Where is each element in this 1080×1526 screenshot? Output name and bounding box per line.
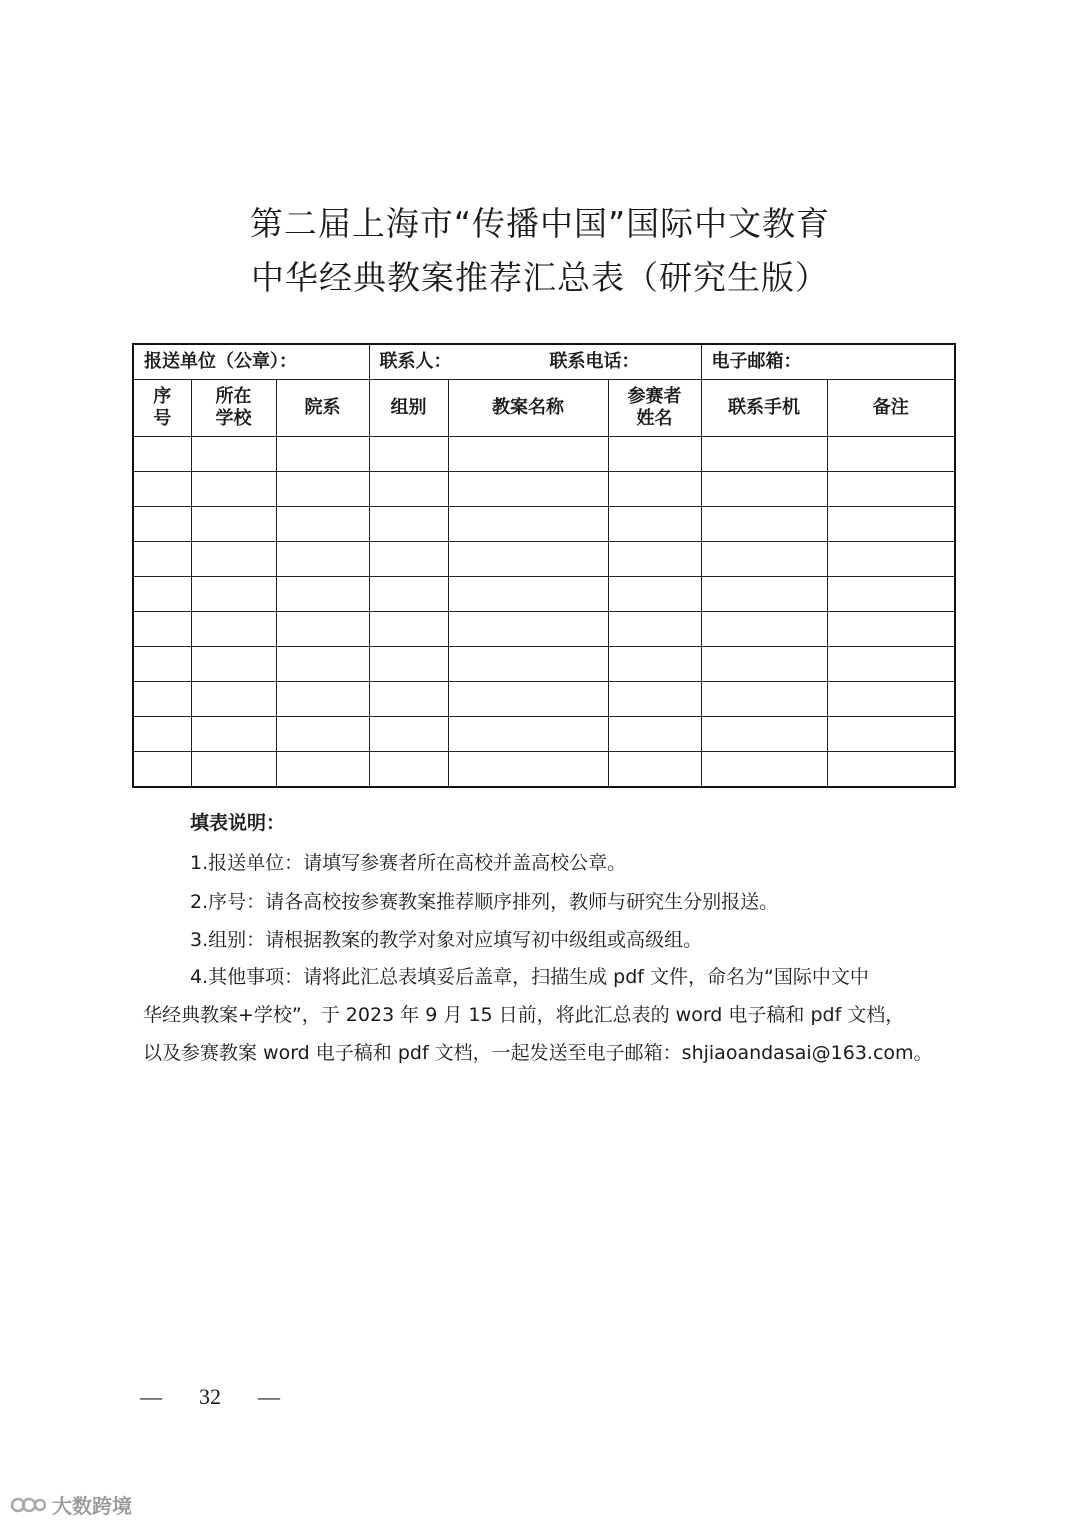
table-cell (448, 437, 608, 472)
watermark-logo-icon (10, 1494, 46, 1516)
table-cell (133, 577, 191, 612)
header-lesson-name: 教案名称 (448, 380, 608, 437)
table-cell (701, 612, 827, 647)
table-row (133, 437, 955, 472)
table-cell (448, 577, 608, 612)
table-cell (827, 507, 955, 542)
table-cell (448, 647, 608, 682)
title-line-2: 中华经典教案推荐汇总表（研究生版） (251, 258, 829, 297)
table-cell (608, 612, 701, 647)
table-cell (827, 717, 955, 752)
summary-table (132, 343, 956, 788)
header-remarks: 备注 (827, 380, 955, 437)
table-cell (369, 437, 448, 472)
table-cell (133, 717, 191, 752)
table-cell (191, 437, 276, 472)
table-row (133, 577, 955, 612)
page-number: 32 (199, 1384, 221, 1409)
table-cell (133, 647, 191, 682)
table-cell (191, 717, 276, 752)
table-cell (608, 577, 701, 612)
table-cell (191, 577, 276, 612)
note-item-2: 2.序号：请各高校按参赛教案推荐顺序排列，教师与研究生分别报送。 (190, 891, 779, 913)
table-cell (191, 752, 276, 788)
table-row (133, 612, 955, 647)
table-row (133, 752, 955, 788)
note-item-4-line-1: 4.其他事项：请将此汇总表填妥后盖章，扫描生成 pdf 文件，命名为“国际中文中 (190, 966, 869, 988)
table-cell (827, 542, 955, 577)
note-item-1: 1.报送单位：请填写参赛者所在高校并盖高校公章。 (190, 852, 627, 874)
table-cell (701, 717, 827, 752)
table-cell (608, 682, 701, 717)
table-cell (191, 612, 276, 647)
table-cell (448, 542, 608, 577)
table-row (133, 682, 955, 717)
header-participant: 参赛者 姓名 (608, 380, 701, 437)
table-cell (133, 542, 191, 577)
table-cell (448, 752, 608, 788)
table-row (133, 717, 955, 752)
table-cell (276, 437, 369, 472)
header-department: 院系 (276, 380, 369, 437)
title-line-1: 第二届上海市“传播中国”国际中文教育 (249, 204, 831, 243)
table-cell (608, 717, 701, 752)
table-row (133, 472, 955, 507)
header-group: 组别 (369, 380, 448, 437)
table-cell (827, 612, 955, 647)
table-cell (608, 647, 701, 682)
table-cell (827, 647, 955, 682)
table-cell (369, 612, 448, 647)
table-cell (827, 752, 955, 788)
note-item-4-line-3: 以及参赛教案 word 电子稿和 pdf 文档，一起发送至电子邮箱：shjiaoandasai@163.com。 (143, 1042, 933, 1064)
table-cell (133, 507, 191, 542)
table-cell (448, 682, 608, 717)
table-cell (448, 612, 608, 647)
table-cell (276, 682, 369, 717)
header-school: 所在 学校 (191, 380, 276, 437)
table-cell (133, 752, 191, 788)
table-cell (701, 437, 827, 472)
note-item-3: 3.组别：请根据教案的教学对象对应填写初中级组或高级组。 (190, 929, 703, 951)
contact-phone-label: 联系电话： (549, 351, 640, 372)
table-cell (276, 612, 369, 647)
table-cell (369, 542, 448, 577)
table-cell (191, 682, 276, 717)
table-cell (276, 752, 369, 788)
footer-dash-right: — (258, 1384, 280, 1409)
table-cell (133, 612, 191, 647)
contact-cell (369, 344, 701, 380)
table-cell (133, 472, 191, 507)
table-cell (276, 472, 369, 507)
watermark-text: 大数跨境 (52, 1494, 132, 1518)
table-cell (701, 752, 827, 788)
table-row (133, 507, 955, 542)
table-cell (133, 682, 191, 717)
table-cell (608, 752, 701, 788)
table-cell (701, 472, 827, 507)
table-cell (827, 472, 955, 507)
table-cell (276, 542, 369, 577)
table-cell (276, 647, 369, 682)
table-cell (701, 542, 827, 577)
table-cell (369, 507, 448, 542)
footer-dash-left: — (140, 1384, 162, 1409)
reporting-unit-cell: 报送单位（公章）： (133, 344, 369, 380)
table-cell (369, 577, 448, 612)
table-cell (701, 647, 827, 682)
table-cell (701, 682, 827, 717)
table-cell (448, 472, 608, 507)
table-cell (276, 577, 369, 612)
table-cell (369, 472, 448, 507)
table-cell (276, 717, 369, 752)
table-cell (276, 507, 369, 542)
table-info-row (133, 344, 955, 380)
table-cell (827, 682, 955, 717)
contact-person-label: 联系人： (379, 351, 452, 372)
table-cell (191, 542, 276, 577)
table-cell (827, 577, 955, 612)
table-cell (827, 437, 955, 472)
table-cell (191, 647, 276, 682)
table-cell (608, 542, 701, 577)
table-cell (608, 437, 701, 472)
page-number-footer (140, 1384, 280, 1410)
table-row (133, 647, 955, 682)
table-cell (701, 577, 827, 612)
header-mobile: 联系手机 (701, 380, 827, 437)
table-cell (701, 507, 827, 542)
table-body (133, 437, 955, 788)
table-cell (133, 437, 191, 472)
table-cell (448, 507, 608, 542)
header-serial: 序 号 (133, 380, 191, 437)
email-cell: 电子邮箱： (701, 344, 955, 380)
watermark (10, 1490, 132, 1519)
table-header-row (133, 380, 955, 437)
table-cell (369, 752, 448, 788)
table-cell (369, 717, 448, 752)
table-cell (369, 647, 448, 682)
note-item-4-line-2: 华经典教案+学校”，于 2023 年 9 月 15 日前，将此汇总表的 word 电子稿和 pdf 文档， (143, 1004, 905, 1026)
table-cell (608, 507, 701, 542)
table-cell (369, 682, 448, 717)
notes-title: 填表说明： (190, 812, 286, 834)
table-cell (608, 472, 701, 507)
table-cell (448, 717, 608, 752)
table-cell (191, 507, 276, 542)
table-cell (191, 472, 276, 507)
table-row (133, 542, 955, 577)
